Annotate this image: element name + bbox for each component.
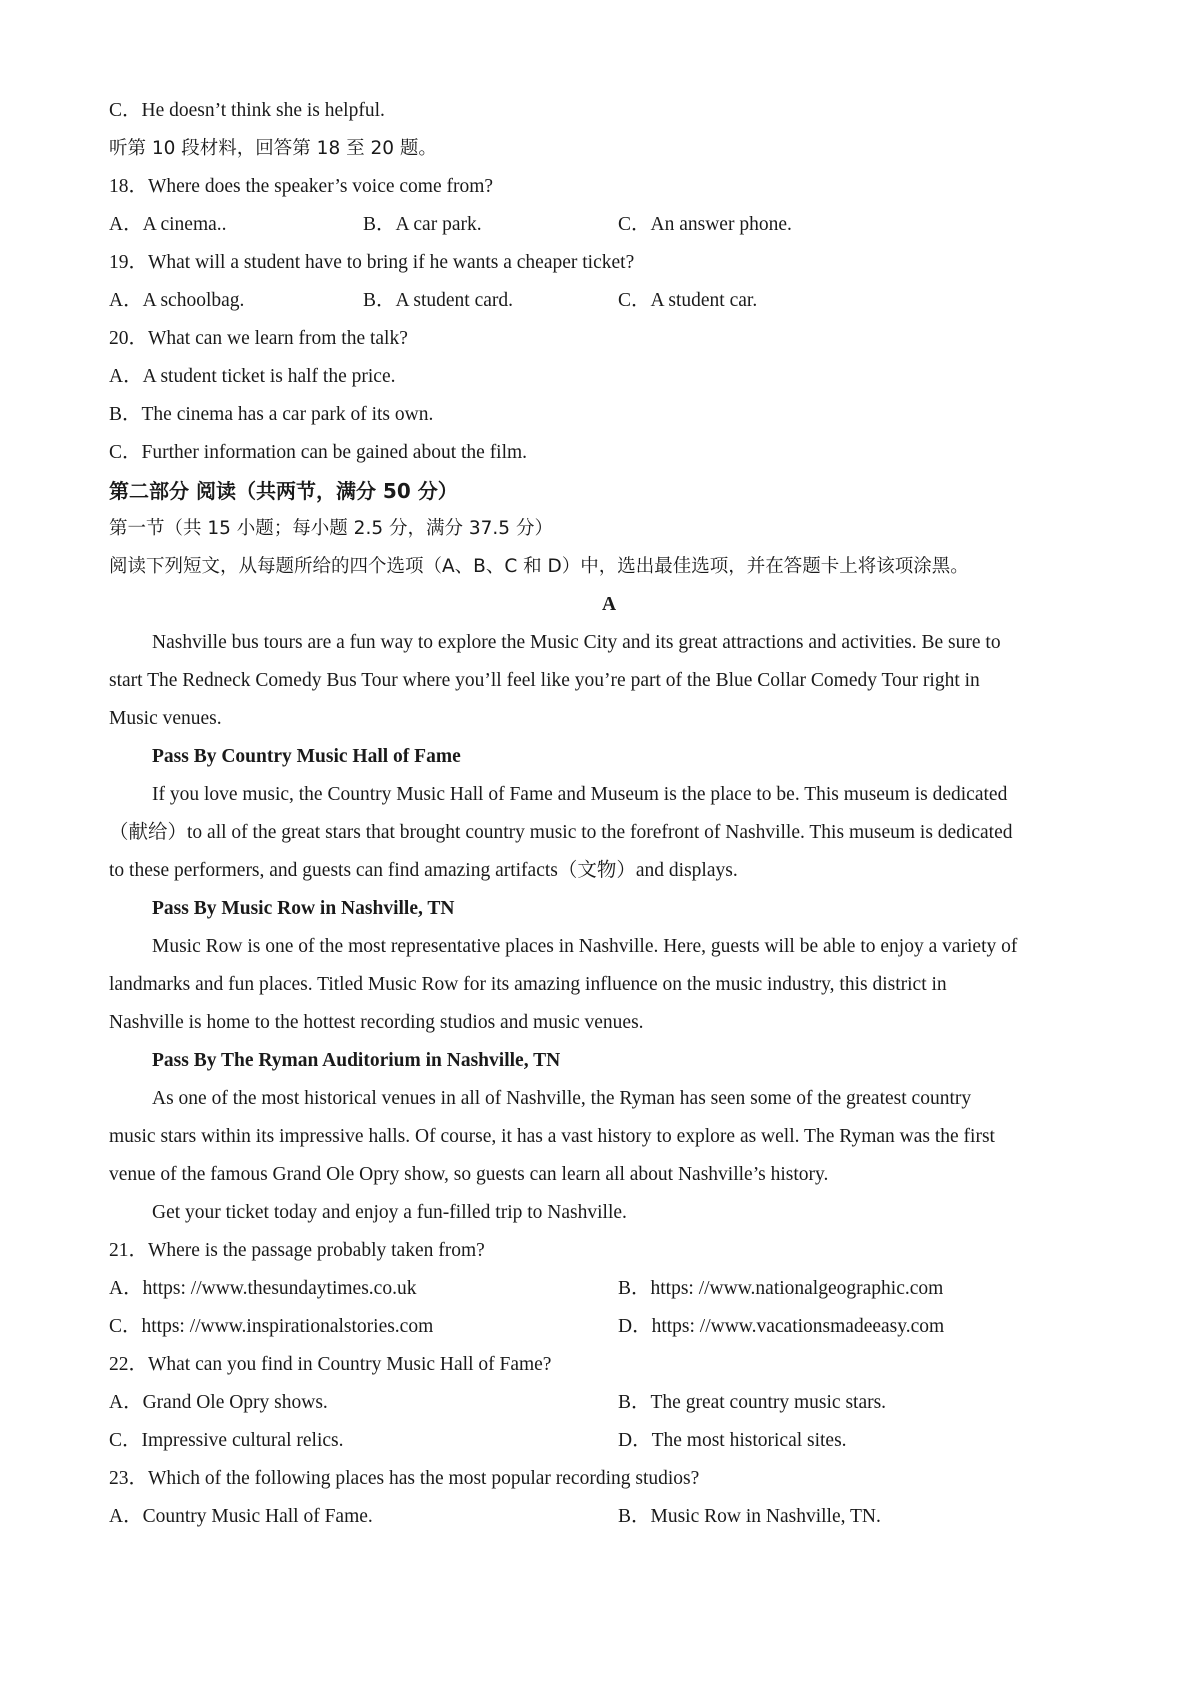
passage-line: （献给）to all of the great stars that brought country music to the forefront of Nashville. This museum is dedicated [109,822,1013,843]
question-options [109,1422,1109,1460]
option-c: C．A student car. [618,290,758,311]
passage-line: Music venues. [109,708,222,729]
question-stem: 22．What can you find in Country Music Hall of Fame? [109,1354,552,1375]
section-heading: Pass By Country Music Hall of Fame [152,746,461,767]
option-d: D．https: //www.vacationsmadeeasy.com [618,1316,945,1337]
option-a: A．A student ticket is half the price. [109,366,396,387]
passage-label: A [601,594,617,615]
passage-line: start The Redneck Comedy Bus Tour where you’ll feel like you’re part of the Blue Collar Comedy Tour right in [109,670,980,691]
exam-page [109,92,1109,1536]
option-c: C．An answer phone. [618,214,792,235]
passage-line: As one of the most historical venues in all of Nashville, the Ryman has seen some of the greatest country [152,1088,972,1109]
option-b: B．https: //www.nationalgeographic.com [618,1278,944,1299]
instructions: 阅读下列短文，从每题所给的四个选项（A、B、C 和 D）中，选出最佳选项，并在答题卡上将该项涂黑。 [109,556,969,577]
question-stem: 19．What will a student have to bring if he wants a cheaper ticket? [109,252,635,273]
question-stem: 18．Where does the speaker’s voice come from? [109,176,494,197]
option-d: D．The most historical sites. [618,1430,847,1451]
section-title: 第一节（共 15 小题；每小题 2.5 分，满分 37.5 分） [109,518,553,539]
option-c: C．https: //www.inspirationalstories.com [109,1316,434,1337]
option-c: C．Further information can be gained about the film. [109,442,528,463]
question-stem: 21．Where is the passage probably taken from? [109,1240,485,1261]
question-options [109,206,1109,244]
option-b: B．The cinema has a car park of its own. [109,404,434,425]
question-options [109,1308,1109,1346]
option-b: B．Music Row in Nashville, TN. [618,1506,881,1527]
passage-line: to these performers, and guests can find amazing artifacts（文物）and displays. [109,860,738,881]
q17-option-c: C．He doesn’t think she is helpful. [109,100,385,121]
section-heading: Pass By The Ryman Auditorium in Nashville, TN [152,1050,561,1071]
question-stem: 23．Which of the following places has the most popular recording studios? [109,1468,700,1489]
question-options [109,1384,1109,1422]
option-a: A．https: //www.thesundaytimes.co.uk [109,1278,417,1299]
passage-line: music stars within its impressive halls. Of course, it has a vast history to explore as well. The Ryman was the first [109,1126,995,1147]
option-c: C．Impressive cultural relics. [109,1430,344,1451]
passage-line: Nashville is home to the hottest recording studios and music venues. [109,1012,644,1033]
passage-line: landmarks and fun places. Titled Music Row for its amazing influence on the music industry, this district in [109,974,947,995]
option-a: A．Grand Ole Opry shows. [109,1392,328,1413]
option-a: A．A cinema.. [109,214,227,235]
option-a: A．Country Music Hall of Fame. [109,1506,373,1527]
option-b: B．A student card. [363,290,514,311]
passage-line: If you love music, the Country Music Hall of Fame and Museum is the place to be. This museum is dedicated [152,784,1008,805]
question-options [109,1498,1109,1536]
passage-closing: Get your ticket today and enjoy a fun-filled trip to Nashville. [152,1202,627,1223]
option-b: B．The great country music stars. [618,1392,887,1413]
question-options [109,282,1109,320]
passage-line: venue of the famous Grand Ole Opry show, so guests can learn all about Nashville’s history. [109,1164,829,1185]
question-stem: 20．What can we learn from the talk? [109,328,408,349]
option-a: A．A schoolbag. [109,290,245,311]
listening-section-intro: 听第 10 段材料，回答第 18 至 20 题。 [109,138,437,159]
passage-line: Nashville bus tours are a fun way to explore the Music City and its great attractions and activities. Be sure to [152,632,1001,653]
passage-line: Music Row is one of the most representative places in Nashville. Here, guests will be able to enjoy a variety of [152,936,1018,957]
section-heading: Pass By Music Row in Nashville, TN [152,898,455,919]
option-b: B．A car park. [363,214,482,235]
part-title: 第二部分 阅读（共两节，满分 50 分） [109,479,458,503]
question-options [109,1270,1109,1308]
